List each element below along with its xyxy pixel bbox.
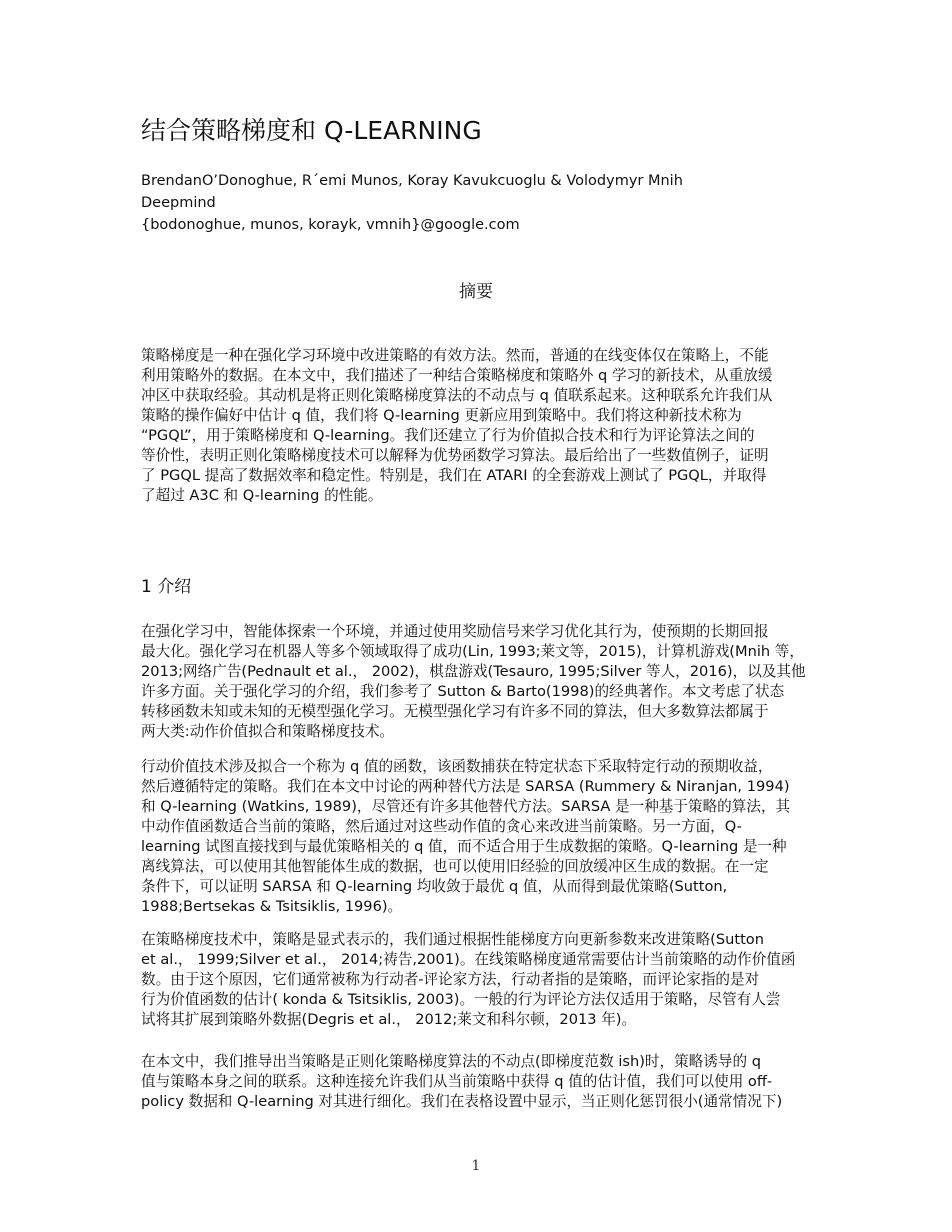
abstract-line: 策略梯度是一种在强化学习环境中改进策略的有效方法。然而，普通的在线变体仅在策略上，不能 [141, 347, 769, 364]
abstract-line: “PGQL”，用于策略梯度和 Q-learning。我们还建立了行为价值拟合技术和行为评论算法之间的 [141, 427, 755, 444]
abstract-line: 冲区中获取经验。其动机是将正则化策略梯度算法的不动点与 q 值联系起来。这种联系允许我们从 [141, 387, 773, 404]
paragraph-line: 中动作值函数适合当前的策略，然后通过对这些动作值的贪心来改进当前策略。另一方面，Q- [141, 818, 742, 835]
paragraph-line: 条件下，可以证明 SARSA 和 Q-learning 均收敛于最优 q 值，从而得到最优策略(Sutton, [141, 878, 728, 895]
paragraph-line: 在策略梯度技术中，策略是显式表示的，我们通过根据性能梯度方向更新参数来改进策略(Sutton [141, 931, 764, 948]
abstract-line: 策略的操作偏好中估计 q 值，我们将 Q-learning 更新应用到策略中。我们将这种新技术称为 [141, 407, 742, 424]
paragraph-line: policy 数据和 Q-learning 对其进行细化。我们在表格设置中显示，当正则化惩罚很小(通常情况下) [141, 1093, 783, 1110]
paragraph-line: 最大化。强化学习在机器人等多个领域取得了成功(Lin, 1993;莱文等，2015)，计算机游戏(Mnih 等， [141, 643, 804, 660]
paragraph-line: 离线算法，可以使用其他智能体生成的数据，也可以使用旧经验的回放缓冲区生成的数据。在一定 [141, 858, 769, 875]
paragraph-line: 2013;网络广告(Pednault et al.， 2002)，棋盘游戏(Tesauro, 1995;Silver 等人，2016)，以及其他 [141, 663, 806, 680]
author-block [141, 170, 683, 236]
intro-paragraph-2 [141, 757, 821, 917]
paper-title: 结合策略梯度和 Q-LEARNING [141, 116, 482, 145]
paragraph-line: 行动价值技术涉及拟合一个称为 q 值的函数，该函数捕获在特定状态下采取特定行动的预期收益， [141, 758, 773, 775]
abstract-body [141, 346, 821, 506]
author-names: BrendanO’Donoghue, R´emi Munos, Koray Kavukcuoglu & Volodymyr Mnih [141, 173, 683, 189]
paragraph-line: 值与策略本身之间的联系。这种连接允许我们从当前策略中获得 q 值的估计值，我们可以使用 off- [141, 1073, 773, 1090]
paragraph-line: 在本文中，我们推导出当策略是正则化策略梯度算法的不动点(即梯度范数 ish)时，策略诱导的 q [141, 1053, 761, 1070]
paragraph-line: 许多方面。关于强化学习的介绍，我们参考了 Sutton & Barto(1998)的经典著作。本文考虑了状态 [141, 683, 785, 700]
paragraph-line: 然后遵循特定的策略。我们在本文中讨论的两种替代方法是 SARSA (Rummery & Niranjan, 1994) [141, 778, 790, 795]
author-affiliation: Deepmind [141, 195, 216, 211]
abstract-heading: 摘要 [459, 282, 493, 302]
paragraph-line: 两大类:动作价值拟合和策略梯度技术。 [141, 723, 395, 740]
paragraph-line: 数。由于这个原因，它们通常被称为行动者-评论家方法，行动者指的是策略，而评论家指的是对 [141, 971, 760, 988]
paragraph-line: 在强化学习中，智能体探索一个环境，并通过使用奖励信号来学习优化其行为，使预期的长期回报 [141, 623, 769, 640]
intro-paragraph-3 [141, 930, 821, 1030]
paragraph-line: 行为价值函数的估计( konda & Tsitsiklis, 2003)。一般的行为评论方法仅适用于策略，尽管有人尝 [141, 991, 781, 1008]
intro-paragraph-4 [141, 1052, 821, 1112]
section-heading-introduction: 1 介绍 [141, 577, 192, 597]
abstract-line: 利用策略外的数据。在本文中，我们描述了一种结合策略梯度和策略外 q 学习的新技术，从重放缓 [141, 367, 773, 384]
paragraph-line: 试将其扩展到策略外数据(Degris et al.， 2012;莱文和科尔顿，2013 年)。 [141, 1011, 637, 1028]
intro-paragraph-1 [141, 622, 821, 742]
abstract-line: 了超过 A3C 和 Q-learning 的性能。 [141, 487, 383, 504]
paragraph-line: 1988;Bertsekas & Tsitsiklis, 1996)。 [141, 898, 403, 915]
abstract-line: 等价性，表明正则化策略梯度技术可以解释为优势函数学习算法。最后给出了一些数值例子，证明 [141, 447, 769, 464]
paragraph-line: 转移函数未知或未知的无模型强化学习。无模型强化学习有许多不同的算法，但大多数算法都属于 [141, 703, 769, 720]
paragraph-line: 和 Q-learning (Watkins, 1989)，尽管还有许多其他替代方法。SARSA 是一种基于策略的算法，其 [141, 798, 791, 815]
paragraph-line: learning 试图直接找到与最优策略相关的 q 值，而不适合用于生成数据的策略。Q-learning 是一种 [141, 838, 787, 855]
paragraph-line: et al.， 1999;Silver et al.， 2014;祷告,2001)。在线策略梯度通常需要估计当前策略的动作价值函 [141, 951, 796, 968]
author-emails: {bodonoghue, munos, korayk, vmnih}@google.com [141, 217, 520, 233]
abstract-line: 了 PGQL 提高了数据效率和稳定性。特别是，我们在 ATARI 的全套游戏上测试了 PGQL，并取得 [141, 467, 767, 484]
page-number: 1 [471, 1158, 481, 1174]
